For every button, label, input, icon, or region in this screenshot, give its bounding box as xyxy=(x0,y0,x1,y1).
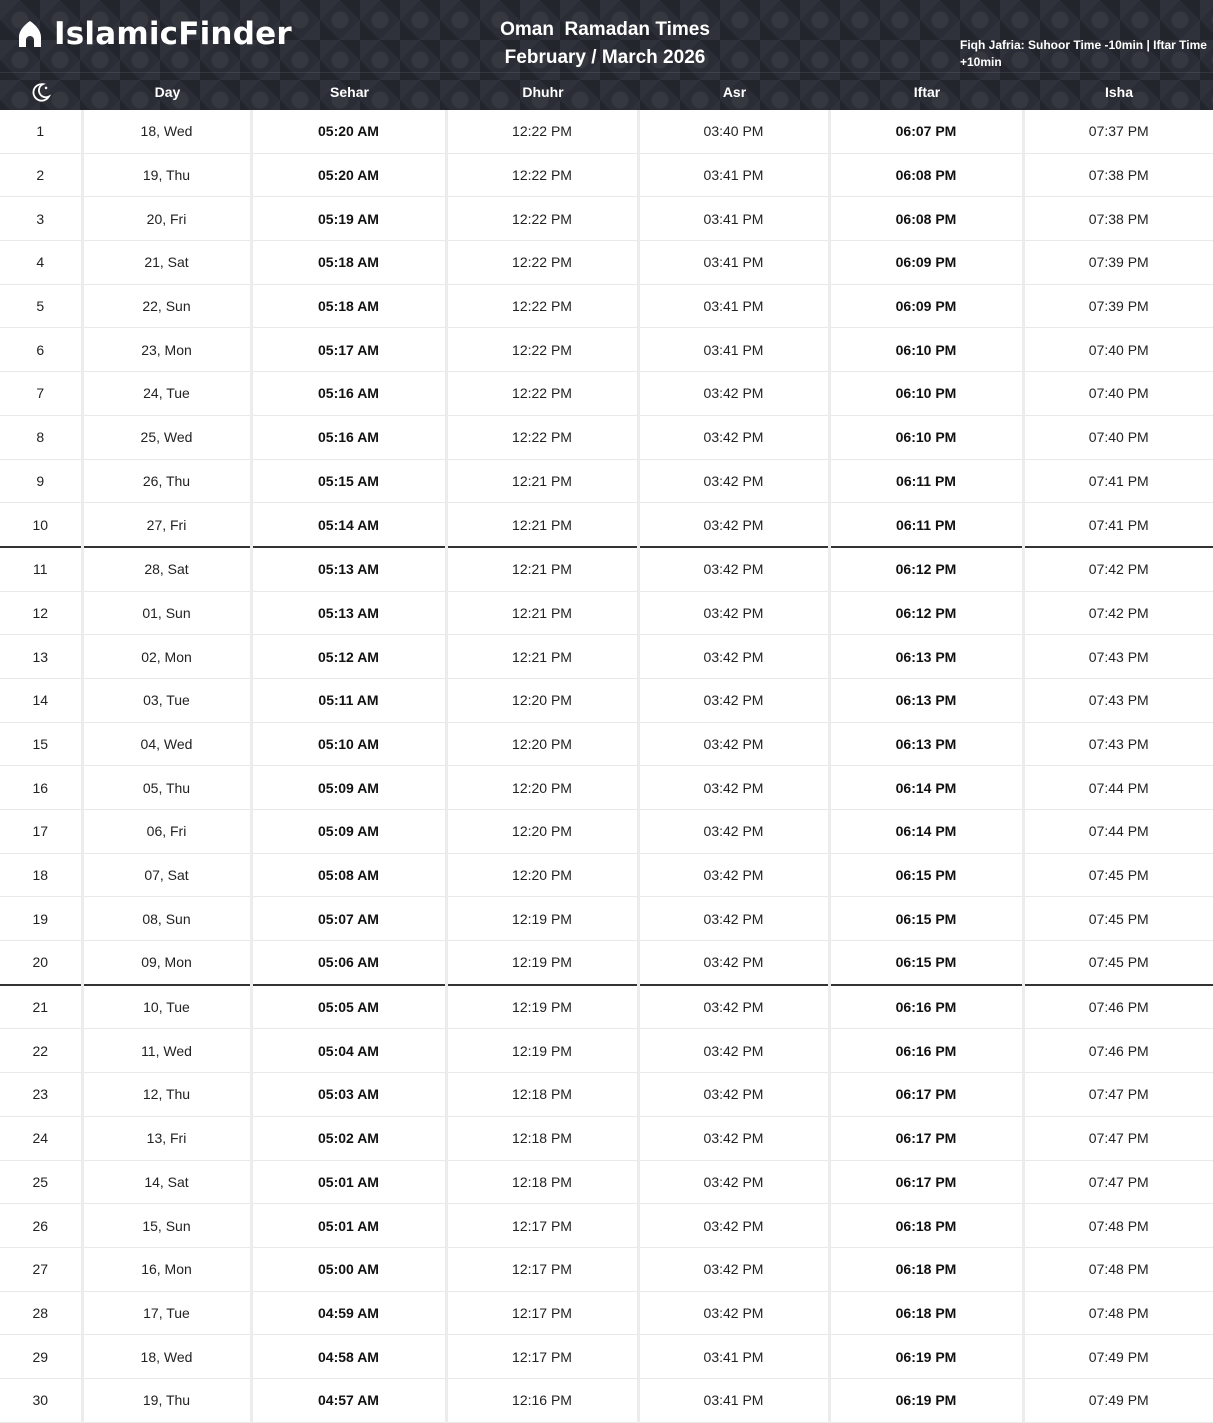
asr-cell: 03:42 PM xyxy=(638,503,829,547)
sehar-cell: 05:13 AM xyxy=(251,591,446,635)
column-header-sehar: Sehar xyxy=(330,84,369,100)
ramadan-day-cell: 14 xyxy=(0,678,82,722)
dhuhr-cell: 12:22 PM xyxy=(446,153,638,197)
dhuhr-cell: 12:17 PM xyxy=(446,1335,638,1379)
sehar-cell: 05:14 AM xyxy=(251,503,446,547)
isha-cell: 07:46 PM xyxy=(1023,985,1213,1029)
table-row xyxy=(0,284,1213,328)
sehar-cell: 05:10 AM xyxy=(251,722,446,766)
table-row xyxy=(0,1378,1213,1422)
isha-cell: 07:45 PM xyxy=(1023,941,1213,985)
date-cell: 08, Sun xyxy=(82,897,251,941)
dhuhr-cell: 12:22 PM xyxy=(446,415,638,459)
dhuhr-cell: 12:18 PM xyxy=(446,1073,638,1117)
asr-cell: 03:42 PM xyxy=(638,941,829,985)
table-row xyxy=(0,372,1213,416)
dhuhr-cell: 12:18 PM xyxy=(446,1160,638,1204)
dhuhr-cell: 12:19 PM xyxy=(446,897,638,941)
ramadan-day-cell: 11 xyxy=(0,547,82,591)
column-header-iftar: Iftar xyxy=(913,84,941,100)
fiqh-note: Fiqh Jafria: Suhoor Time -10min | Iftar Time +10min xyxy=(960,38,1207,69)
asr-cell: 03:40 PM xyxy=(638,110,829,153)
column-header-isha: Isha xyxy=(1104,84,1133,100)
ramadan-day-cell: 9 xyxy=(0,459,82,503)
isha-cell: 07:46 PM xyxy=(1023,1029,1213,1073)
iftar-cell: 06:12 PM xyxy=(829,547,1023,591)
sehar-cell: 05:02 AM xyxy=(251,1116,446,1160)
iftar-cell: 06:13 PM xyxy=(829,635,1023,679)
iftar-cell: 06:09 PM xyxy=(829,241,1023,285)
dhuhr-cell: 12:20 PM xyxy=(446,766,638,810)
brand-name: IslamicFinder xyxy=(54,16,292,52)
ramadan-day-cell: 27 xyxy=(0,1247,82,1291)
dhuhr-cell: 12:22 PM xyxy=(446,241,638,285)
table-row xyxy=(0,1073,1213,1117)
dhuhr-cell: 12:17 PM xyxy=(446,1247,638,1291)
table-row xyxy=(0,766,1213,810)
mosque-icon xyxy=(14,18,46,50)
ramadan-day-cell: 12 xyxy=(0,591,82,635)
sehar-cell: 05:18 AM xyxy=(251,284,446,328)
sehar-cell: 05:11 AM xyxy=(251,678,446,722)
dhuhr-cell: 12:20 PM xyxy=(446,678,638,722)
table-row xyxy=(0,415,1213,459)
column-header-asr: Asr xyxy=(722,84,747,100)
date-cell: 11, Wed xyxy=(82,1029,251,1073)
table-row xyxy=(0,1116,1213,1160)
iftar-cell: 06:10 PM xyxy=(829,372,1023,416)
dhuhr-cell: 12:19 PM xyxy=(446,1029,638,1073)
sehar-cell: 05:19 AM xyxy=(251,197,446,241)
ramadan-day-cell: 25 xyxy=(0,1160,82,1204)
iftar-cell: 06:19 PM xyxy=(829,1335,1023,1379)
ramadan-day-cell: 5 xyxy=(0,284,82,328)
asr-cell: 03:42 PM xyxy=(638,1116,829,1160)
dhuhr-cell: 12:21 PM xyxy=(446,635,638,679)
dhuhr-cell: 12:17 PM xyxy=(446,1204,638,1248)
asr-cell: 03:42 PM xyxy=(638,1073,829,1117)
ramadan-day-cell: 8 xyxy=(0,415,82,459)
iftar-cell: 06:17 PM xyxy=(829,1116,1023,1160)
isha-cell: 07:49 PM xyxy=(1023,1378,1213,1422)
table-row xyxy=(0,1029,1213,1073)
date-cell: 07, Sat xyxy=(82,853,251,897)
asr-cell: 03:42 PM xyxy=(638,635,829,679)
sehar-cell: 05:20 AM xyxy=(251,153,446,197)
ramadan-day-cell: 16 xyxy=(0,766,82,810)
asr-cell: 03:41 PM xyxy=(638,1378,829,1422)
isha-cell: 07:41 PM xyxy=(1023,459,1213,503)
asr-cell: 03:42 PM xyxy=(638,372,829,416)
date-cell: 23, Mon xyxy=(82,328,251,372)
date-cell: 02, Mon xyxy=(82,635,251,679)
isha-cell: 07:39 PM xyxy=(1023,284,1213,328)
dhuhr-cell: 12:20 PM xyxy=(446,722,638,766)
iftar-cell: 06:08 PM xyxy=(829,153,1023,197)
table-row xyxy=(0,241,1213,285)
ramadan-day-cell: 19 xyxy=(0,897,82,941)
dhuhr-cell: 12:19 PM xyxy=(446,985,638,1029)
asr-cell: 03:41 PM xyxy=(638,197,829,241)
isha-cell: 07:44 PM xyxy=(1023,766,1213,810)
sehar-cell: 05:12 AM xyxy=(251,635,446,679)
isha-cell: 07:38 PM xyxy=(1023,197,1213,241)
table-row xyxy=(0,853,1213,897)
iftar-cell: 06:11 PM xyxy=(829,459,1023,503)
iftar-cell: 06:14 PM xyxy=(829,766,1023,810)
table-row xyxy=(0,985,1213,1029)
asr-cell: 03:42 PM xyxy=(638,591,829,635)
table-row xyxy=(0,1335,1213,1379)
date-cell: 19, Thu xyxy=(82,1378,251,1422)
table-row xyxy=(0,941,1213,985)
dhuhr-cell: 12:21 PM xyxy=(446,459,638,503)
asr-cell: 03:41 PM xyxy=(638,153,829,197)
title-line-1: Oman Ramadan Times xyxy=(500,19,710,40)
ramadan-day-cell: 13 xyxy=(0,635,82,679)
asr-cell: 03:42 PM xyxy=(638,897,829,941)
asr-cell: 03:42 PM xyxy=(638,415,829,459)
asr-cell: 03:42 PM xyxy=(638,722,829,766)
isha-cell: 07:42 PM xyxy=(1023,591,1213,635)
ramadan-day-cell: 22 xyxy=(0,1029,82,1073)
iftar-cell: 06:19 PM xyxy=(829,1378,1023,1422)
dhuhr-cell: 12:17 PM xyxy=(446,1291,638,1335)
asr-cell: 03:42 PM xyxy=(638,1204,829,1248)
sehar-cell: 05:01 AM xyxy=(251,1204,446,1248)
isha-cell: 07:40 PM xyxy=(1023,372,1213,416)
sehar-cell: 05:00 AM xyxy=(251,1247,446,1291)
dhuhr-cell: 12:22 PM xyxy=(446,197,638,241)
table-row xyxy=(0,110,1213,153)
date-cell: 24, Tue xyxy=(82,372,251,416)
logo[interactable] xyxy=(14,16,292,52)
dhuhr-cell: 12:22 PM xyxy=(446,328,638,372)
date-cell: 01, Sun xyxy=(82,591,251,635)
iftar-cell: 06:18 PM xyxy=(829,1291,1023,1335)
iftar-cell: 06:10 PM xyxy=(829,415,1023,459)
sehar-cell: 05:18 AM xyxy=(251,241,446,285)
date-cell: 13, Fri xyxy=(82,1116,251,1160)
ramadan-day-cell: 6 xyxy=(0,328,82,372)
column-header-row xyxy=(0,72,1213,111)
isha-cell: 07:48 PM xyxy=(1023,1291,1213,1335)
asr-cell: 03:42 PM xyxy=(638,985,829,1029)
isha-cell: 07:41 PM xyxy=(1023,503,1213,547)
table-row xyxy=(0,635,1213,679)
sehar-cell: 05:08 AM xyxy=(251,853,446,897)
ramadan-day-cell: 2 xyxy=(0,153,82,197)
ramadan-day-cell: 17 xyxy=(0,810,82,854)
table-row xyxy=(0,197,1213,241)
isha-cell: 07:43 PM xyxy=(1023,635,1213,679)
iftar-cell: 06:11 PM xyxy=(829,503,1023,547)
isha-cell: 07:45 PM xyxy=(1023,853,1213,897)
asr-cell: 03:42 PM xyxy=(638,853,829,897)
table-row xyxy=(0,678,1213,722)
dhuhr-cell: 12:19 PM xyxy=(446,941,638,985)
isha-cell: 07:47 PM xyxy=(1023,1116,1213,1160)
asr-cell: 03:41 PM xyxy=(638,1335,829,1379)
iftar-cell: 06:16 PM xyxy=(829,1029,1023,1073)
date-cell: 22, Sun xyxy=(82,284,251,328)
sehar-cell: 05:17 AM xyxy=(251,328,446,372)
table-row xyxy=(0,459,1213,503)
isha-cell: 07:42 PM xyxy=(1023,547,1213,591)
date-cell: 19, Thu xyxy=(82,153,251,197)
asr-cell: 03:42 PM xyxy=(638,547,829,591)
date-cell: 10, Tue xyxy=(82,985,251,1029)
date-cell: 18, Wed xyxy=(82,1335,251,1379)
iftar-cell: 06:16 PM xyxy=(829,985,1023,1029)
ramadan-day-cell: 18 xyxy=(0,853,82,897)
asr-cell: 03:42 PM xyxy=(638,810,829,854)
date-cell: 04, Wed xyxy=(82,722,251,766)
iftar-cell: 06:10 PM xyxy=(829,328,1023,372)
date-cell: 06, Fri xyxy=(82,810,251,854)
dhuhr-cell: 12:22 PM xyxy=(446,110,638,153)
dhuhr-cell: 12:20 PM xyxy=(446,810,638,854)
sehar-cell: 04:58 AM xyxy=(251,1335,446,1379)
isha-cell: 07:39 PM xyxy=(1023,241,1213,285)
asr-cell: 03:42 PM xyxy=(638,459,829,503)
asr-cell: 03:41 PM xyxy=(638,284,829,328)
table-row xyxy=(0,1204,1213,1248)
iftar-cell: 06:12 PM xyxy=(829,591,1023,635)
iftar-cell: 06:13 PM xyxy=(829,678,1023,722)
table-header-banner xyxy=(0,0,1213,110)
sehar-cell: 05:15 AM xyxy=(251,459,446,503)
isha-cell: 07:47 PM xyxy=(1023,1073,1213,1117)
sehar-cell: 04:59 AM xyxy=(251,1291,446,1335)
table-row xyxy=(0,1160,1213,1204)
dhuhr-cell: 12:22 PM xyxy=(446,284,638,328)
table-row xyxy=(0,897,1213,941)
isha-cell: 07:37 PM xyxy=(1023,110,1213,153)
table-row xyxy=(0,547,1213,591)
table-row xyxy=(0,1247,1213,1291)
isha-cell: 07:47 PM xyxy=(1023,1160,1213,1204)
iftar-cell: 06:09 PM xyxy=(829,284,1023,328)
table-row xyxy=(0,591,1213,635)
ramadan-day-cell: 26 xyxy=(0,1204,82,1248)
dhuhr-cell: 12:20 PM xyxy=(446,853,638,897)
date-cell: 05, Thu xyxy=(82,766,251,810)
dhuhr-cell: 12:18 PM xyxy=(446,1116,638,1160)
isha-cell: 07:38 PM xyxy=(1023,153,1213,197)
ramadan-day-cell: 15 xyxy=(0,722,82,766)
date-cell: 28, Sat xyxy=(82,547,251,591)
table-row xyxy=(0,503,1213,547)
ramadan-day-cell: 1 xyxy=(0,110,82,153)
column-header-dhuhr: Dhuhr xyxy=(522,84,564,100)
sehar-cell: 05:09 AM xyxy=(251,810,446,854)
sehar-cell: 05:04 AM xyxy=(251,1029,446,1073)
ramadan-day-cell: 10 xyxy=(0,503,82,547)
table-row xyxy=(0,810,1213,854)
ramadan-day-cell: 23 xyxy=(0,1073,82,1117)
isha-cell: 07:44 PM xyxy=(1023,810,1213,854)
date-cell: 12, Thu xyxy=(82,1073,251,1117)
ramadan-day-cell: 20 xyxy=(0,941,82,985)
isha-cell: 07:48 PM xyxy=(1023,1247,1213,1291)
date-cell: 17, Tue xyxy=(82,1291,251,1335)
iftar-cell: 06:17 PM xyxy=(829,1160,1023,1204)
sehar-cell: 05:16 AM xyxy=(251,372,446,416)
sehar-cell: 05:01 AM xyxy=(251,1160,446,1204)
dhuhr-cell: 12:21 PM xyxy=(446,547,638,591)
iftar-cell: 06:15 PM xyxy=(829,897,1023,941)
isha-cell: 07:45 PM xyxy=(1023,897,1213,941)
ramadan-day-cell: 29 xyxy=(0,1335,82,1379)
ramadan-timetable xyxy=(0,110,1213,1423)
crescent-moon-icon xyxy=(30,81,52,103)
date-cell: 18, Wed xyxy=(82,110,251,153)
date-cell: 15, Sun xyxy=(82,1204,251,1248)
dhuhr-cell: 12:16 PM xyxy=(446,1378,638,1422)
table-row xyxy=(0,153,1213,197)
date-cell: 14, Sat xyxy=(82,1160,251,1204)
sehar-cell: 05:07 AM xyxy=(251,897,446,941)
asr-cell: 03:42 PM xyxy=(638,1291,829,1335)
date-cell: 20, Fri xyxy=(82,197,251,241)
iftar-cell: 06:18 PM xyxy=(829,1247,1023,1291)
dhuhr-cell: 12:22 PM xyxy=(446,372,638,416)
ramadan-day-cell: 24 xyxy=(0,1116,82,1160)
ramadan-day-cell: 4 xyxy=(0,241,82,285)
table-row xyxy=(0,1291,1213,1335)
isha-cell: 07:43 PM xyxy=(1023,678,1213,722)
sehar-cell: 05:13 AM xyxy=(251,547,446,591)
dhuhr-cell: 12:21 PM xyxy=(446,503,638,547)
sehar-cell: 05:06 AM xyxy=(251,941,446,985)
ramadan-day-cell: 7 xyxy=(0,372,82,416)
table-row xyxy=(0,328,1213,372)
table-row xyxy=(0,722,1213,766)
isha-cell: 07:43 PM xyxy=(1023,722,1213,766)
iftar-cell: 06:14 PM xyxy=(829,810,1023,854)
iftar-cell: 06:17 PM xyxy=(829,1073,1023,1117)
date-cell: 09, Mon xyxy=(82,941,251,985)
ramadan-day-cell: 21 xyxy=(0,985,82,1029)
date-cell: 26, Thu xyxy=(82,459,251,503)
page-title xyxy=(455,16,755,72)
isha-cell: 07:48 PM xyxy=(1023,1204,1213,1248)
sehar-cell: 05:09 AM xyxy=(251,766,446,810)
sehar-cell: 04:57 AM xyxy=(251,1378,446,1422)
asr-cell: 03:42 PM xyxy=(638,1247,829,1291)
date-cell: 25, Wed xyxy=(82,415,251,459)
asr-cell: 03:42 PM xyxy=(638,1160,829,1204)
date-cell: 03, Tue xyxy=(82,678,251,722)
iftar-cell: 06:13 PM xyxy=(829,722,1023,766)
iftar-cell: 06:15 PM xyxy=(829,941,1023,985)
ramadan-day-cell: 28 xyxy=(0,1291,82,1335)
isha-cell: 07:40 PM xyxy=(1023,328,1213,372)
asr-cell: 03:42 PM xyxy=(638,678,829,722)
iftar-cell: 06:07 PM xyxy=(829,110,1023,153)
date-cell: 27, Fri xyxy=(82,503,251,547)
timetable-body xyxy=(0,110,1213,1422)
ramadan-day-cell: 30 xyxy=(0,1378,82,1422)
date-cell: 21, Sat xyxy=(82,241,251,285)
column-header-day: Day xyxy=(154,84,181,100)
column-header-ramadan-day xyxy=(0,73,82,111)
sehar-cell: 05:20 AM xyxy=(251,110,446,153)
asr-cell: 03:41 PM xyxy=(638,241,829,285)
isha-cell: 07:40 PM xyxy=(1023,415,1213,459)
iftar-cell: 06:08 PM xyxy=(829,197,1023,241)
sehar-cell: 05:16 AM xyxy=(251,415,446,459)
asr-cell: 03:41 PM xyxy=(638,328,829,372)
sehar-cell: 05:03 AM xyxy=(251,1073,446,1117)
asr-cell: 03:42 PM xyxy=(638,766,829,810)
iftar-cell: 06:15 PM xyxy=(829,853,1023,897)
asr-cell: 03:42 PM xyxy=(638,1029,829,1073)
ramadan-day-cell: 3 xyxy=(0,197,82,241)
iftar-cell: 06:18 PM xyxy=(829,1204,1023,1248)
title-line-2: February / March 2026 xyxy=(504,47,706,68)
isha-cell: 07:49 PM xyxy=(1023,1335,1213,1379)
date-cell: 16, Mon xyxy=(82,1247,251,1291)
sehar-cell: 05:05 AM xyxy=(251,985,446,1029)
dhuhr-cell: 12:21 PM xyxy=(446,591,638,635)
